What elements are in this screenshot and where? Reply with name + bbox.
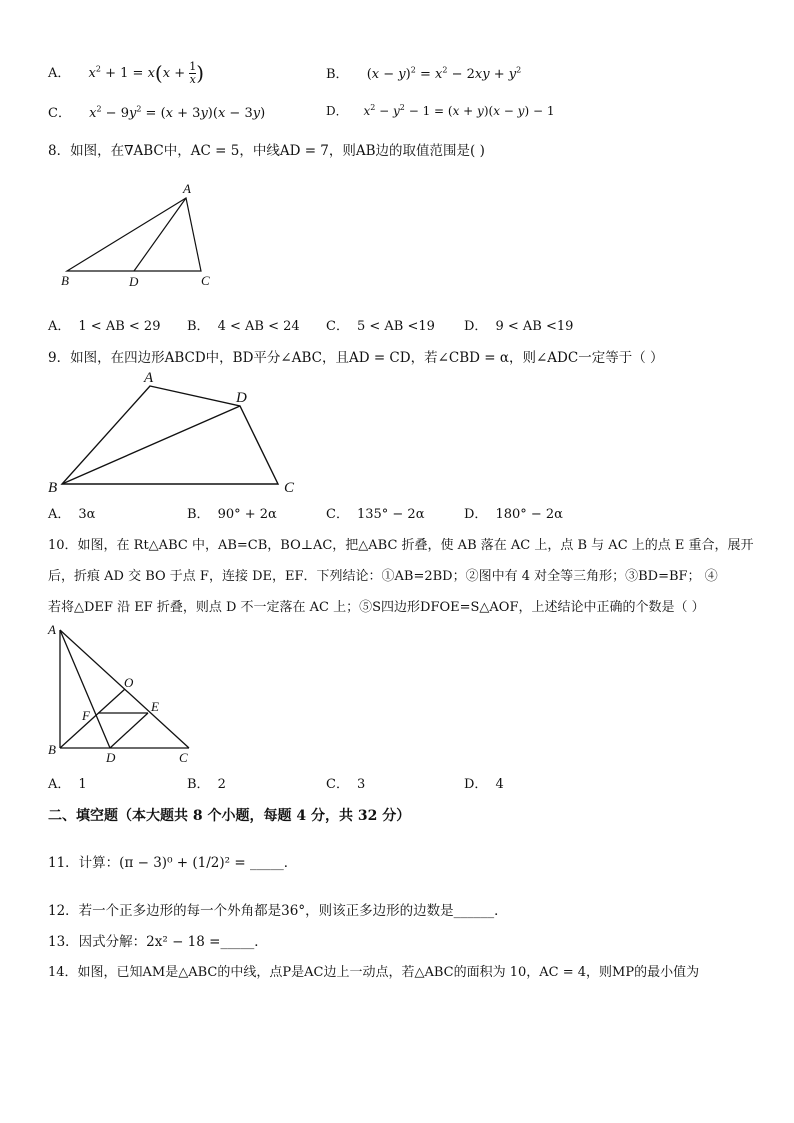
q8-option-b: B． 4 < AB < 24: [187, 319, 300, 334]
q10-label-c: C: [179, 750, 188, 765]
q8-option-a: A． 1 < AB < 29: [48, 319, 161, 334]
q14-text: 14．如图，已知AM是△ABC的中线，点P是AC边上一动点，若△ABC的面积为 10，AC = 4，则MP的最小值为: [48, 965, 700, 980]
q9-label-b: B: [48, 480, 58, 496]
q9-option-a: A． 3α: [48, 507, 96, 522]
q13-text: 13．因式分解：2x² − 18 =_____．: [48, 934, 268, 950]
q9-stem: 9．如图，在四边形ABCD中，BD平分∠ABC，且AD = CD，若∠CBD = α，则∠ADC一定等于（ ）: [48, 350, 664, 366]
q8-label-c: C: [201, 273, 210, 288]
q11-text: 11．计算：(π − 3)⁰ + (1/2)² = _____．: [48, 855, 298, 871]
q9-quadrilateral-figure: [44, 368, 314, 498]
section-title-fill-in: 二、填空题（本大题共 8 个小题，每题 4 分，共 32 分）: [48, 808, 411, 824]
q7-option-a: A． $x^2 + 1 = x(x$ + $\frac{1}{x}$ ): [48, 60, 205, 86]
q8-option-c: C． 5 < AB <19: [326, 319, 435, 334]
q7-option-c: C． $x^2 - 9y^2 = (x + 3y)(x - 3y)$: [48, 104, 266, 121]
q12-text: 12．若一个正多边形的每一个外角都是36°，则该正多边形的边数是______．: [48, 903, 508, 919]
q8-label-d: D: [129, 274, 139, 289]
q8-stem: 8．如图，在∇ABC中，AC = 5，中线AD = 7，则AB边的取值范围是( ): [48, 143, 485, 159]
q10-option-d: D． 4: [464, 777, 504, 792]
q9-option-c: C． 135° − 2α: [326, 507, 425, 522]
q8-triangle-figure: [55, 180, 235, 290]
q7-option-b: B． $(x - y)^2 = x^2 - 2xy + y^2$: [326, 65, 522, 82]
q10-label-d: D: [106, 750, 116, 765]
q9-option-b: B． 90° + 2α: [187, 507, 277, 522]
q9-label-d: D: [236, 390, 247, 406]
q8-option-d: D． 9 < AB <19: [464, 319, 574, 334]
q10-line1: 10．如图，在 Rt△ABC 中，AB=CB，BO⊥AC，把△ABC 折叠，使 AB 落在 AC 上，点 B 与 AC 上的点 E 重合，展开: [48, 538, 754, 553]
q10-label-b: B: [48, 742, 56, 757]
q10-label-a: A: [48, 622, 56, 637]
q10-line2: 后，折痕 AD 交 BO 于点 F，连接 DE，EF．下列结论：①AB=2BD；②图中有 4 对全等三角形；③BD=BF； ④: [48, 569, 718, 584]
q10-option-b: B． 2: [187, 777, 226, 792]
q9-label-a: A: [144, 370, 154, 386]
q10-label-f: F: [82, 708, 90, 723]
q7-option-a-expr: $x^2 + 1 = x(x$ + $\frac{1}{x}$ ): [88, 60, 205, 86]
q8-label-b: B: [61, 273, 69, 288]
q10-triangle-figure: [44, 620, 204, 765]
q10-option-c: C． 3: [326, 777, 366, 792]
q10-line3: 若将△DEF 沿 EF 折叠，则点 D 不一定落在 AC 上；⑤S四边形DFOE=S△AOF，上述结论中正确的个数是（ ）: [48, 600, 705, 615]
q9-label-c: C: [284, 480, 295, 496]
q8-label-a: A: [183, 181, 191, 196]
q9-option-d: D． 180° − 2α: [464, 507, 563, 522]
q7-option-d: D． $x^2 - y^2 - 1 = (x + y)(x - y) - 1$: [326, 103, 555, 118]
q10-option-a: A． 1: [48, 777, 87, 792]
q10-label-o: O: [124, 675, 134, 690]
q10-label-e: E: [151, 699, 159, 714]
